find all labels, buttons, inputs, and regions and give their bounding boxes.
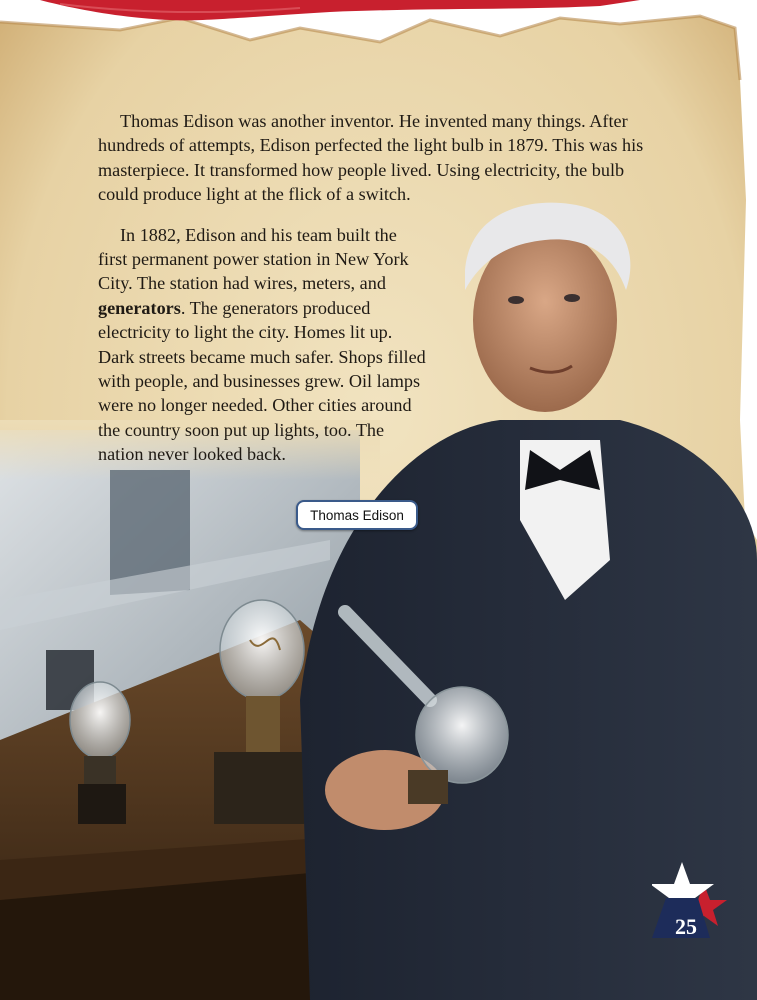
body-text (98, 109, 668, 467)
paragraph-1: Thomas Edison was another inventor. He invented many things. After hundreds of attempts, Edison perfected the light bulb in 1879. This was his masterpiece. It transformed how people lived. Using electricity, the bulb could produce light at the flick of a switch. (98, 111, 644, 205)
glossary-term-generators: generators (98, 297, 181, 318)
paragraph-2 (98, 223, 428, 467)
photo-caption: Thomas Edison (296, 500, 418, 530)
paragraph-2-end: . The generators produced electricity to light the city. Homes lit up. Dark streets became much safer. Shops filled with people, and businesses grew. Oil lamps were no longer needed. Other cities around the country soon put up lights, too. The nation never looked back. (98, 297, 426, 465)
paragraph-2-start: In 1882, Edison and his team built the first permanent power station in New York City. The station had wires, meters, and (98, 224, 409, 294)
page-number: 25 (675, 914, 697, 939)
